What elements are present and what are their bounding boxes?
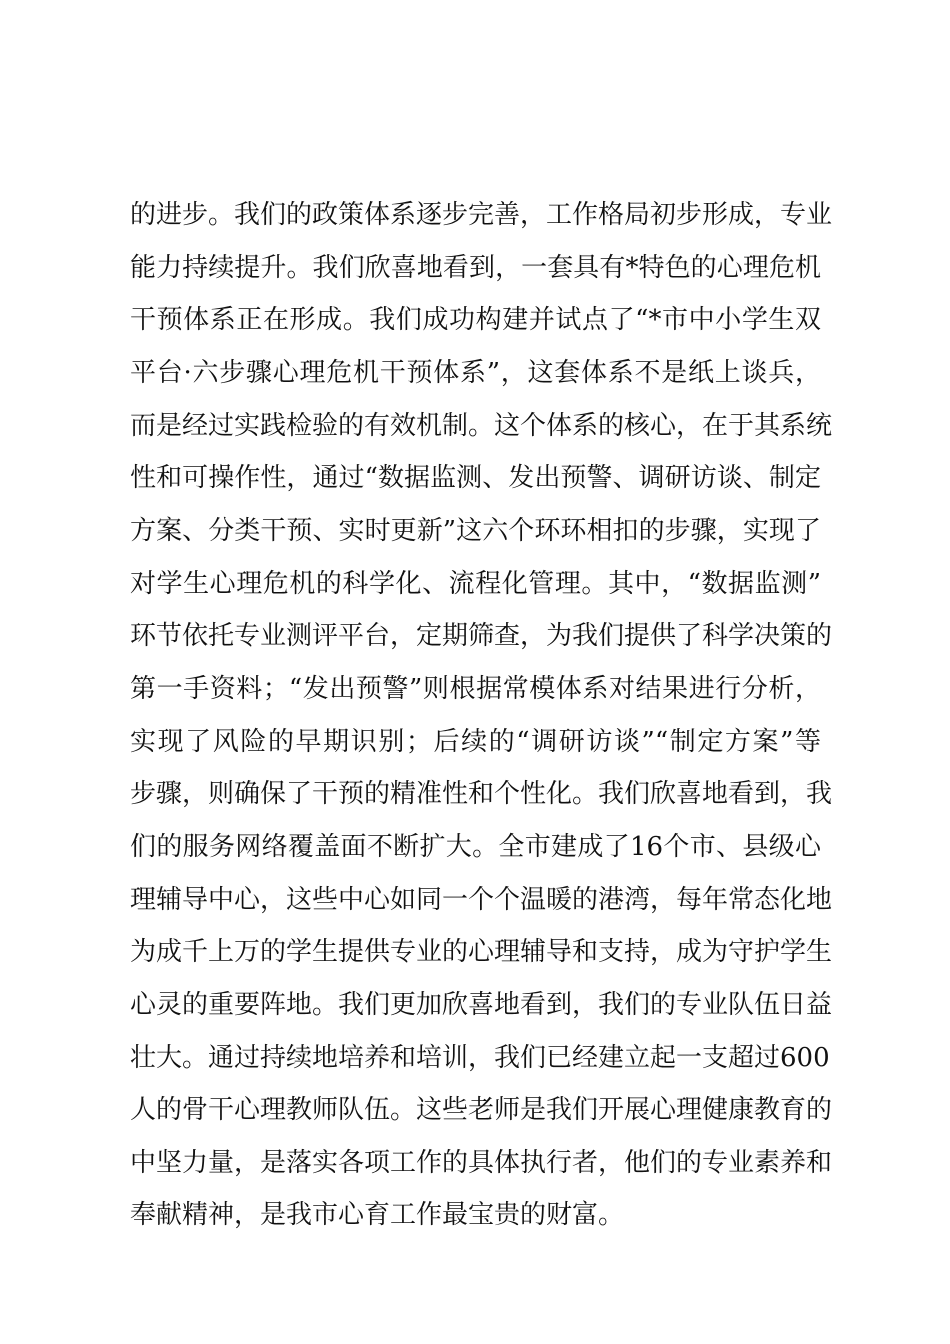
text-line: 为成千上万的学生提供专业的心理辅导和支持，成为守护学生 [130, 937, 833, 968]
document-body [130, 196, 833, 1249]
text-line: 心灵的重要阵地。我们更加欣喜地看到，我们的专业队伍日益 [130, 989, 833, 1020]
text-line: 人的骨干心理教师队伍。这些老师是我们开展心理健康教育的 [130, 1095, 833, 1126]
text-line: 的进步。我们的政策体系逐步完善，工作格局初步形成，专业 [130, 200, 833, 230]
text-line: 对学生心理危机的科学化、流程化管理。其中，“数据监测” [130, 568, 821, 599]
text-line: 实现了风险的早期识别；后续的“调研访谈”“制定方案”等 [130, 726, 821, 757]
text-line: 中坚力量，是落实各项工作的具体执行者，他们的专业素养和 [130, 1147, 833, 1178]
text-line: 步骤，则确保了干预的精准性和个性化。我们欣喜地看到，我 [130, 779, 833, 810]
text-line: 们的服务网络覆盖面不断扩大。全市建成了16个市、县级心 [130, 831, 821, 862]
text-line: 而是经过实践检验的有效机制。这个体系的核心，在于其系统 [130, 410, 833, 441]
text-line: 能力持续提升。我们欣喜地看到，一套具有*特色的心理危机 [130, 252, 821, 283]
text-line: 第一手资料；“发出预警”则根据常模体系对结果进行分析， [130, 673, 821, 704]
text-line: 性和可操作性，通过“数据监测、发出预警、调研访谈、制定 [130, 463, 821, 494]
text-line: 理辅导中心，这些中心如同一个个温暖的港湾，每年常态化地 [130, 884, 833, 915]
text-line: 壮大。通过持续地培养和培训，我们已经建立起一支超过600 [130, 1042, 830, 1073]
text-line: 环节依托专业测评平台，定期筛查，为我们提供了科学决策的 [130, 621, 833, 652]
text-line: 平台·六步骤心理危机干预体系”，这套体系不是纸上谈兵， [130, 357, 821, 388]
text-line: 干预体系正在形成。我们成功构建并试点了“*市中小学生双 [130, 305, 821, 336]
text-line: 奉献精神，是我市心育工作最宝贵的财富。 [130, 1200, 625, 1231]
text-line: 方案、分类干预、实时更新”这六个环环相扣的步骤，实现了 [130, 515, 821, 546]
